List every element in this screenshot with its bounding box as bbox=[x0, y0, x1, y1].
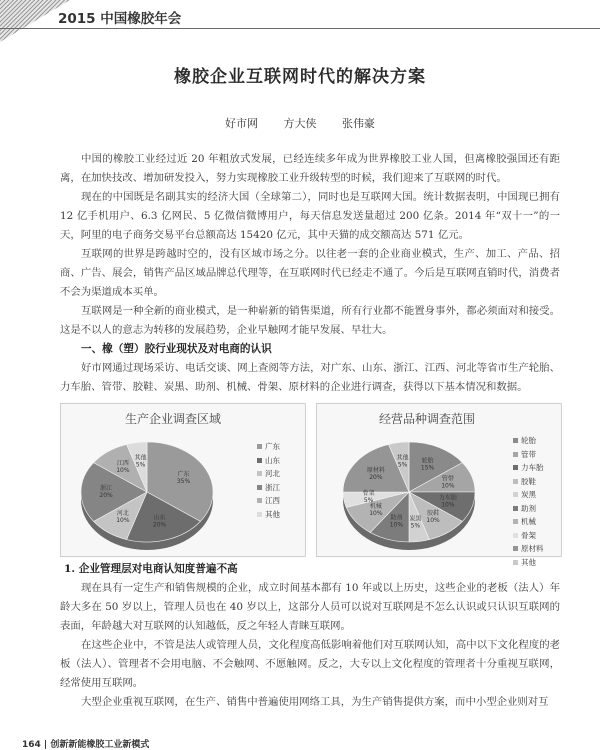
legend-item bbox=[513, 529, 544, 543]
region-chart bbox=[60, 403, 306, 557]
legend-label: 力车胎 bbox=[521, 463, 544, 473]
legend-swatch bbox=[513, 492, 518, 497]
legend-item bbox=[257, 508, 280, 522]
paragraph: 互联网是一种全新的商业模式，是一种崭新的销售渠道，所有行业都不能置身事外，都必须面对和接受。这是不以人的意志为转移的发展趋势，企业早触网才能早发展、早壮大。 bbox=[60, 305, 560, 336]
legend-label: 河北 bbox=[265, 469, 280, 479]
legend-item bbox=[513, 542, 544, 556]
article-body-lower bbox=[60, 560, 560, 712]
paragraph: 在这些企业中，不管是法人或管理人员，文化程度高低影响着他们对互联网认知，高中以下文化程度的老板（法人）、管理者不会用电脑、不会触网、不愿触网。反之，大专以上文化程度的管理者十分重视互联网，经常使用互联网。 bbox=[60, 639, 560, 689]
legend-swatch bbox=[513, 546, 518, 551]
section-heading: 一、橡（塑）胶行业现状及对电商的认识 bbox=[81, 343, 272, 355]
pie-label-机械: 机械 10% bbox=[369, 503, 383, 518]
legend-swatch bbox=[257, 512, 262, 517]
legend-item bbox=[257, 440, 280, 454]
legend-swatch bbox=[257, 498, 262, 503]
article-body bbox=[60, 150, 560, 397]
legend-swatch bbox=[513, 465, 518, 470]
legend-item bbox=[257, 467, 280, 481]
legend-label: 轮胎 bbox=[521, 436, 536, 446]
legend-label: 广东 bbox=[265, 442, 280, 452]
pie-label-山东: 山东 20% bbox=[152, 514, 167, 529]
running-header: 2015 中国橡胶年会 bbox=[58, 11, 182, 27]
legend-swatch bbox=[257, 485, 262, 490]
legend-swatch bbox=[513, 533, 518, 538]
legend-item bbox=[513, 488, 544, 502]
legend-label: 骨架 bbox=[521, 530, 536, 540]
legend-label: 机械 bbox=[521, 517, 536, 527]
product-chart bbox=[316, 403, 562, 567]
pie-label-其他: 其他 5% bbox=[396, 454, 409, 469]
legend-label: 浙江 bbox=[265, 482, 280, 492]
paragraph: 互联网的世界是跨越时空的，没有区域市场之分。以往老一套的企业商业模式，生产、加工、产品、招商、广告、展会，销售产品区域品牌总代理等，在互联网时代已经走不通了。今后是互联网直销时代，消费者不会为渠道成本买单。 bbox=[60, 248, 560, 298]
pie-label-炭黑: 炭黑 5% bbox=[409, 515, 422, 530]
legend-item bbox=[513, 461, 544, 475]
legend-item bbox=[513, 502, 544, 516]
chart-title: 经营品种调查范围 bbox=[379, 412, 476, 426]
product-legend bbox=[513, 434, 544, 569]
pie-label-助剂: 助剂 10% bbox=[389, 514, 404, 529]
legend-label: 江西 bbox=[265, 496, 280, 506]
legend-item bbox=[513, 475, 544, 489]
legend-swatch bbox=[513, 438, 518, 443]
legend-label: 管带 bbox=[521, 449, 536, 459]
article-title: 橡胶企业互联网时代的解决方案 bbox=[174, 67, 426, 87]
author-1: 好市网 bbox=[225, 117, 258, 130]
legend-item bbox=[257, 454, 280, 468]
author-line bbox=[0, 115, 600, 131]
legend-swatch bbox=[513, 479, 518, 484]
chart-title: 生产企业调查区域 bbox=[125, 412, 222, 426]
product-pie bbox=[317, 404, 497, 554]
legend-item bbox=[513, 515, 544, 529]
legend-label: 胶鞋 bbox=[521, 476, 536, 486]
paragraph: 大型企业重视互联网，在生产、销售中普遍使用网络工具，为生产销售提供方案，而中小型企业则对互 bbox=[81, 696, 549, 708]
subheading: 1. 企业管理层对电商认知度普遍不高 bbox=[64, 563, 238, 575]
page-footer: 164 | 创新新能橡胶工业新模式 bbox=[22, 740, 150, 750]
pie-label-河北: 河北 10% bbox=[116, 510, 130, 525]
legend-item bbox=[257, 481, 280, 495]
legend-swatch bbox=[513, 506, 518, 511]
author-2: 方大侠 bbox=[283, 117, 317, 130]
pie-label-骨架: 骨架 5% bbox=[362, 489, 375, 504]
legend-label: 助剂 bbox=[521, 503, 536, 513]
legend-label: 其他 bbox=[265, 509, 280, 519]
legend-item bbox=[513, 448, 544, 462]
region-legend bbox=[257, 440, 280, 521]
paragraph: 中国的橡胶工业经过近 20 年粗放式发展，已经连续多年成为世界橡胶工业人国，但离橡胶强国还有距离，在加快技改、增加研发投入，努力实现橡胶工业升级转型的时候，我们迎来了互联网的时代。 bbox=[60, 153, 560, 184]
pie-label-江西: 江西 10% bbox=[116, 459, 130, 474]
paragraph: 好市网通过现场采访、电话交谈、网上查阅等方法，对广东、山东、浙江、江西、河北等省市生产轮胎、力车胎、管带、胶鞋、炭黑、助剂、机械、骨架、原材料的企业进行调查，获得以下基本情况和数据。 bbox=[60, 362, 560, 393]
pie-label-管带: 管带 10% bbox=[441, 475, 455, 490]
header-rule bbox=[0, 28, 600, 29]
author-3: 张伟豪 bbox=[342, 117, 375, 130]
pie-label-原材料: 原材料 20% bbox=[366, 466, 385, 481]
legend-swatch bbox=[257, 444, 262, 449]
legend-label: 其他 bbox=[521, 557, 536, 567]
region-pie bbox=[61, 404, 231, 554]
legend-item bbox=[257, 494, 280, 508]
pie-label-其他: 其他 5% bbox=[134, 454, 147, 469]
legend-label: 山东 bbox=[265, 455, 280, 465]
pie-label-力车胎: 力车胎 10% bbox=[438, 494, 457, 509]
legend-swatch bbox=[257, 471, 262, 476]
pie-label-广东: 广东 35% bbox=[176, 470, 191, 485]
legend-swatch bbox=[513, 452, 518, 457]
pie-label-轮胎: 轮胎 15% bbox=[420, 457, 435, 472]
paragraph: 现在具有一定生产和销售规模的企业，成立时间基本都有 10 年或以上历史，这些企业的老板（法人）年龄大多在 50 岁以上，管理人员也在 40 岁以上，这部分人员可以说对互联网是不怎么认识或只认识互联网的表面，年龄越大对互联网的认知越低，反之年轻人青睐互联网。 bbox=[60, 582, 560, 632]
legend-label: 原材料 bbox=[521, 544, 544, 554]
legend-item bbox=[513, 434, 544, 448]
paragraph: 现在的中国既是名副其实的经济大国（全球第二），同时也是互联网大国。统计数据表明，中国现已拥有 12 亿手机用户、6.3 亿网民、5 亿微信微博用户，每天信息发送量超过 200 亿条。2014 年“双十一”的一天，阿里的电子商务交易平台总额高达 15420 亿元，其中天猫的成交额高达 571 亿元。 bbox=[60, 191, 560, 241]
pie-label-浙江: 浙江 20% bbox=[99, 485, 113, 499]
pie-label-胶鞋: 胶鞋 10% bbox=[426, 510, 440, 525]
legend-label: 炭黑 bbox=[521, 490, 536, 500]
charts-row bbox=[60, 403, 560, 567]
legend-swatch bbox=[257, 458, 262, 463]
legend-swatch bbox=[513, 519, 518, 524]
